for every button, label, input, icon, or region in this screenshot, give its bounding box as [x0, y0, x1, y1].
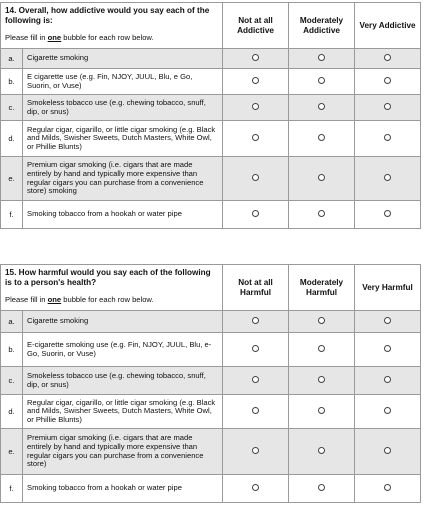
radio-bubble[interactable] [384, 484, 391, 491]
q14-title: 14. Overall, how addictive would you say each of the following is: [5, 6, 210, 25]
q15-row-d [1, 395, 421, 429]
row-letter: d. [1, 121, 23, 157]
radio-bubble[interactable] [252, 407, 259, 414]
row-label: Smoking tobacco from a hookah or water pipe [23, 201, 223, 229]
q15-row-e [1, 429, 421, 475]
q14-row-c [1, 95, 421, 121]
row-letter: b. [1, 333, 23, 367]
radio-bubble[interactable] [252, 103, 259, 110]
radio-bubble[interactable] [384, 317, 391, 324]
radio-bubble[interactable] [318, 345, 325, 352]
radio-bubble[interactable] [384, 376, 391, 383]
radio-bubble[interactable] [252, 376, 259, 383]
q15-row-f [1, 475, 421, 503]
q15-row-b [1, 333, 421, 367]
q14-table [0, 2, 421, 229]
row-label: Premium cigar smoking (i.e. cigars that are made entirely by hand and typically more expensive than regular cigars you can purchase from a convenience store) [23, 429, 223, 475]
radio-bubble[interactable] [252, 447, 259, 454]
radio-bubble[interactable] [252, 174, 259, 181]
row-letter: f. [1, 201, 23, 229]
row-letter: f. [1, 475, 23, 503]
radio-bubble[interactable] [318, 407, 325, 414]
q15-title: 15. How harmful would you say each of the following is to a person's health? [5, 268, 211, 287]
question-15 [0, 264, 420, 503]
radio-bubble[interactable] [384, 174, 391, 181]
q14-instruction: Please fill in one bubble for each row below. [5, 33, 154, 43]
radio-bubble[interactable] [384, 103, 391, 110]
q14-row-d [1, 121, 421, 157]
question-14 [0, 2, 420, 229]
radio-bubble[interactable] [384, 210, 391, 217]
radio-bubble[interactable] [384, 77, 391, 84]
row-letter: c. [1, 95, 23, 121]
radio-bubble[interactable] [384, 54, 391, 61]
row-label: Premium cigar smoking (i.e. cigars that are made entirely by hand and typically more expensive than regular cigars you can purchase from a convenience store) smoking [23, 157, 223, 201]
radio-bubble[interactable] [318, 210, 325, 217]
q15-row-c [1, 367, 421, 395]
row-letter: d. [1, 395, 23, 429]
radio-bubble[interactable] [318, 317, 325, 324]
q14-row-f [1, 201, 421, 229]
radio-bubble[interactable] [384, 447, 391, 454]
row-letter: e. [1, 157, 23, 201]
q15-col-very: Very Harmful [355, 265, 421, 311]
q14-col-not-at-all: Not at all Addictive [223, 3, 289, 49]
radio-bubble[interactable] [252, 345, 259, 352]
radio-bubble[interactable] [252, 54, 259, 61]
radio-bubble[interactable] [318, 376, 325, 383]
q14-row-e [1, 157, 421, 201]
row-label: Smoking tobacco from a hookah or water pipe [23, 475, 223, 503]
row-label: Smokeless tobacco use (e.g. chewing tobacco, snuff, dip, or snus) [23, 367, 223, 395]
radio-bubble[interactable] [318, 134, 325, 141]
radio-bubble[interactable] [252, 210, 259, 217]
row-label: E-cigarette smoking use (e.g. Fin, NJOY, JUUL, Blu, e-Go, Suorin, or Vuse) [23, 333, 223, 367]
row-label: Regular cigar, cigarillo, or little cigar smoking (e.g. Black and Milds, Swisher Sweets, Dutch Masters, White Owl, or Phillie Blunts) [23, 395, 223, 429]
q14-row-b [1, 69, 421, 95]
radio-bubble[interactable] [318, 484, 325, 491]
q15-instruction: Please fill in one bubble for each row below. [5, 295, 154, 305]
q15-row-a [1, 311, 421, 333]
radio-bubble[interactable] [252, 134, 259, 141]
q14-row-a [1, 49, 421, 69]
row-letter: b. [1, 69, 23, 95]
q14-col-very: Very Addictive [355, 3, 421, 49]
radio-bubble[interactable] [318, 103, 325, 110]
radio-bubble[interactable] [384, 345, 391, 352]
radio-bubble[interactable] [252, 77, 259, 84]
q15-col-moderately: Moderately Harmful [289, 265, 355, 311]
radio-bubble[interactable] [252, 484, 259, 491]
q15-table [0, 264, 421, 503]
q15-col-not-at-all: Not at all Harmful [223, 265, 289, 311]
row-label: Cigarette smoking [23, 311, 223, 333]
row-letter: a. [1, 49, 23, 69]
radio-bubble[interactable] [318, 77, 325, 84]
row-letter: a. [1, 311, 23, 333]
radio-bubble[interactable] [318, 54, 325, 61]
row-letter: e. [1, 429, 23, 475]
q14-col-moderately: Moderately Addictive [289, 3, 355, 49]
row-label: Smokeless tobacco use (e.g. chewing tobacco, snuff, dip, or snus) [23, 95, 223, 121]
radio-bubble[interactable] [252, 317, 259, 324]
row-label: Regular cigar, cigarillo, or little cigar smoking (e.g. Black and Milds, Swisher Sweets, Dutch Masters, White Owl, or Phillie Blunts) [23, 121, 223, 157]
row-letter: c. [1, 367, 23, 395]
radio-bubble[interactable] [318, 447, 325, 454]
q15-header [1, 265, 223, 311]
row-label: Cigarette smoking [23, 49, 223, 69]
q14-header [1, 3, 223, 49]
radio-bubble[interactable] [318, 174, 325, 181]
row-label: E cigarette use (e.g. Fin, NJOY, JUUL, Blu, e Go, Suorin, or Vuse) [23, 69, 223, 95]
radio-bubble[interactable] [384, 134, 391, 141]
radio-bubble[interactable] [384, 407, 391, 414]
